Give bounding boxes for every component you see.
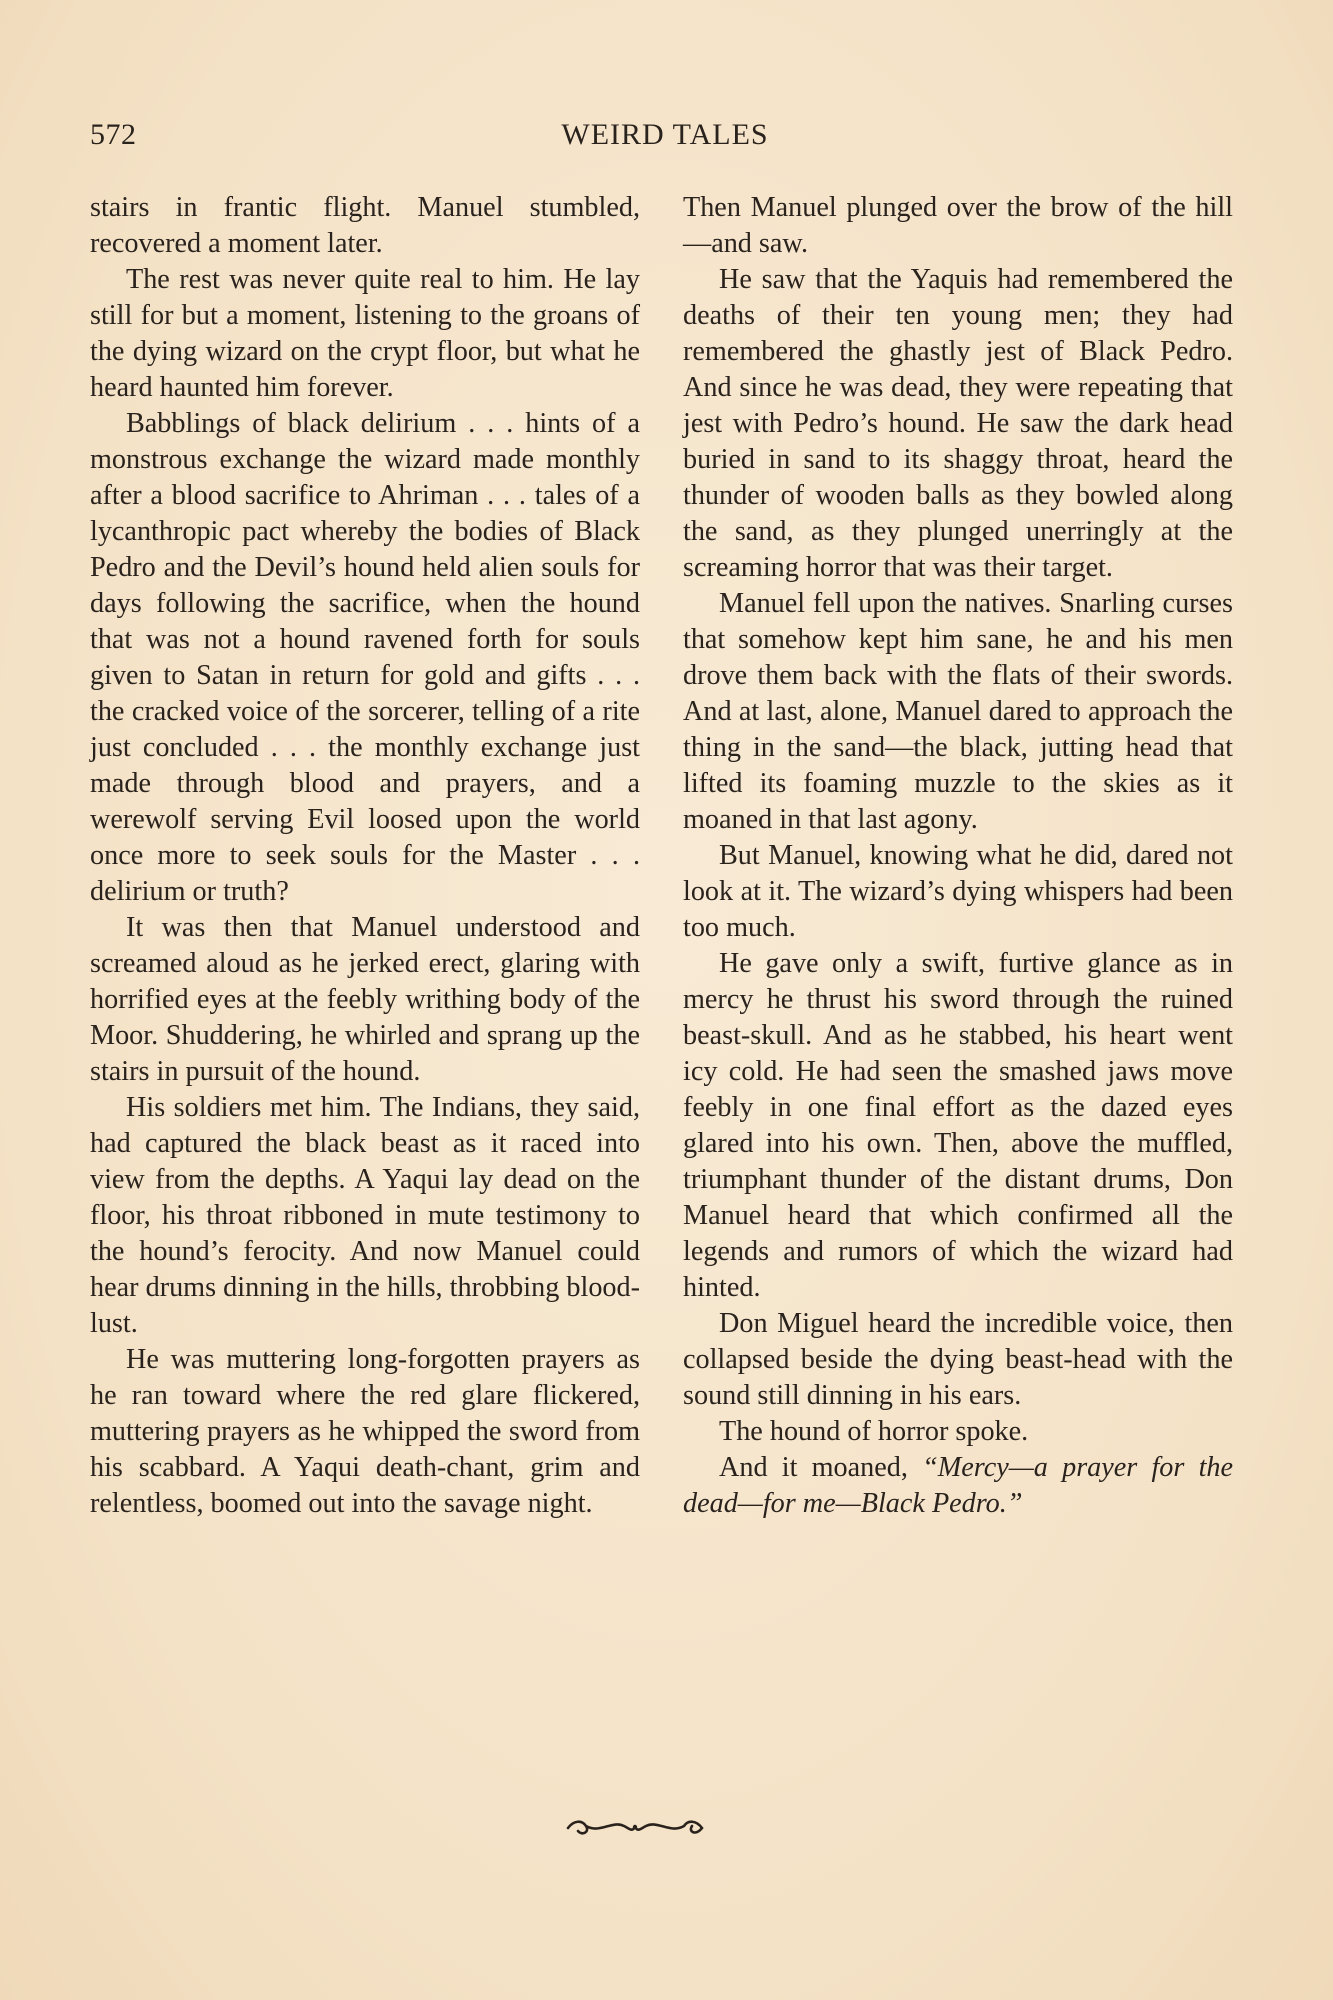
paragraph: He was muttering long-forgotten prayers as he ran toward where the red glare flickered, muttering prayers as he whipped the sword from his scabbard. A Yaqui death-chant, grim and relentless, boomed out into the savage night. (90, 1344, 640, 1519)
closing-paragraph (683, 1450, 1233, 1522)
paragraph: He saw that the Yaquis had remembered the deaths of their ten young men; they had remembered the ghastly jest of Black Pedro. And since he was dead, they were repeating that jest with Pedro’s hound. He saw the dark head buried in sand to its shaggy throat, heard the thunder of wooden balls as they bowled along the sand, as they plunged unerringly at the screaming horror that was their target. (683, 264, 1233, 583)
page-number: 572 (90, 118, 137, 151)
right-column (683, 190, 1233, 1522)
paragraph: The rest was never quite real to him. He lay still for but a moment, listening to the groans of the dying wizard on the crypt floor, but what he heard haunted him forever. (90, 264, 640, 403)
end-ornament-icon (560, 1812, 710, 1842)
paragraph: He gave only a swift, furtive glance as in mercy he thrust his sword through the ruined beast-skull. And as he stabbed, his heart went icy cold. He had seen the smashed jaws move feebly in one final effort as the dazed eyes glared into his own. Then, above the muffled, triumphant thunder of the distant drums, Don Manuel heard that which confirmed all the legends and rumors of which the wizard had hinted. (683, 948, 1233, 1303)
paragraph: stairs in frantic flight. Manuel stumbled, recovered a moment later. (90, 192, 640, 259)
paragraph: It was then that Manuel understood and screamed aloud as he jerked erect, glaring with horrified eyes at the feebly writhing body of the Moor. Shuddering, he whirled and sprang up the stairs in pursuit of the hound. (90, 912, 640, 1087)
paragraph: But Manuel, knowing what he did, dared not look at it. The wizard’s dying whispers had been too much. (683, 840, 1233, 943)
paragraph: His soldiers met him. The Indians, they said, had captured the black beast as it raced into view from the depths. A Yaqui lay dead on the floor, his throat ribboned in mute testimony to the hound’s ferocity. And now Manuel could hear drums dinning in the hills, throbbing blood-lust. (90, 1092, 640, 1339)
paragraph: The hound of horror spoke. (719, 1416, 1029, 1447)
closing-quote: “Mercy—a prayer for the dead—for me—Black Pedro.” (683, 1452, 1234, 1519)
paragraph: Then Manuel plunged over the brow of the hill—and saw. (683, 192, 1233, 259)
running-head: WEIRD TALES (561, 118, 769, 151)
closing-lead: And it moaned, (719, 1452, 923, 1483)
paragraph: Don Miguel heard the incredible voice, then collapsed beside the dying beast-head with the sound still dinning in his ears. (683, 1308, 1233, 1411)
page-header (90, 118, 1240, 158)
left-column (90, 190, 640, 1522)
paragraph: Babblings of black delirium . . . hints of a monstrous exchange the wizard made monthly after a blood sacrifice to Ahriman . . . tales of a lycanthropic pact whereby the bodies of Black Pedro and the Devil’s hound held alien souls for days following the sacrifice, when the hound that was not a hound ravened forth for souls given to Satan in return for gold and gifts . . . the cracked voice of the sorcerer, telling of a rite just concluded . . . the monthly exchange just made through blood and prayers, and a werewolf serving Evil loosed upon the world once more to seek souls for the Master . . . delirium or truth? (90, 408, 640, 907)
paragraph: Manuel fell upon the natives. Snarling curses that somehow kept him sane, he and his men drove them back with the flats of their swords. And at last, alone, Manuel dared to approach the thing in the sand—the black, jutting head that lifted its foaming muzzle to the skies as it moaned in that last agony. (683, 588, 1233, 835)
